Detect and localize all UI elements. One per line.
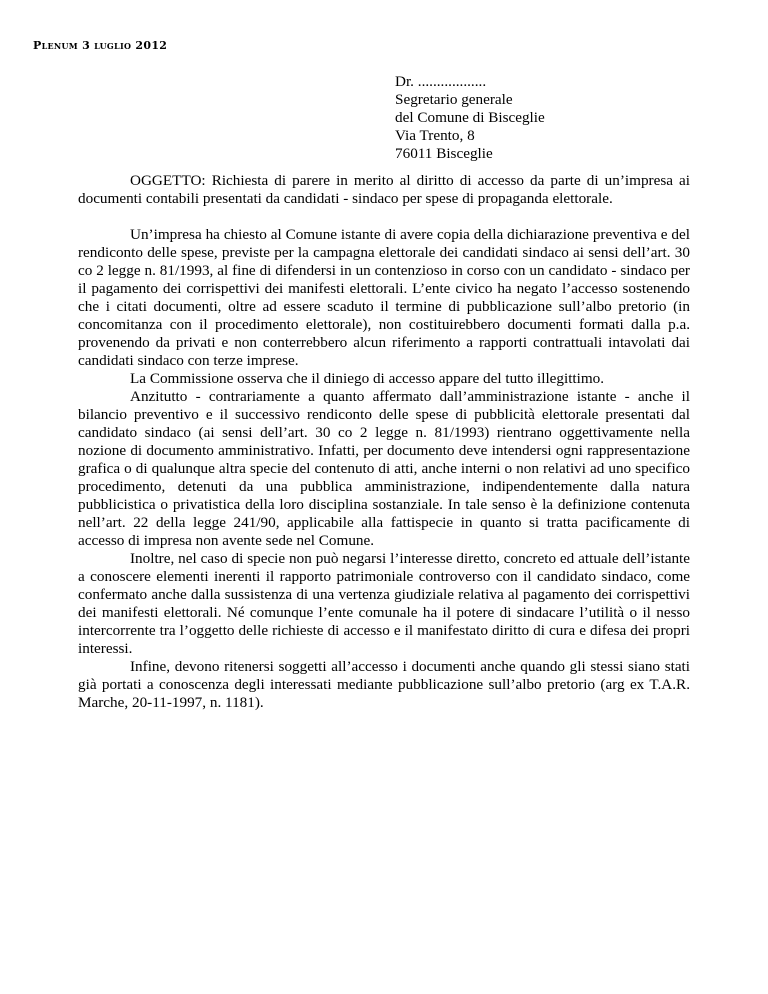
body-paragraph: Inoltre, nel caso di specie non può negarsi l’interesse diretto, concreto ed attuale dell’istante a conoscere elementi inerenti il rapporto patrimoniale controverso con il candidato sindaco, come confermato anche dalla sussistenza di una vertenza giudiziale relativa al pagamento dei corrispettivi dei manifesti elettorali. Né comunque l’ente comunale ha il potere di sindacare l’utilità o il nesso intercorrente tra l’oggetto delle richieste di accesso e il manifestato diritto di cura e difesa dei propri interessi. [78, 550, 690, 657]
address-line-role: Segretario generale [395, 91, 513, 108]
body-paragraph: La Commissione osserva che il diniego di accesso appare del tutto illegittimo. [130, 370, 605, 387]
body-paragraph: Un’impresa ha chiesto al Comune istante di avere copia della dichiarazione preventiva e del rendiconto delle spese, previste per la campagna elettorale dei candidati sindaco ai sensi dell’art. 30 co 2 legge n. 81/1993, al fine di difendersi in un contenzioso in corso con un candidato - sindaco per il pagamento dei corrispettivi dei manifesti elettorali. L’ente civico ha negato l’accesso sostenendo che i citati documenti, oltre ad essere scaduto il termine di pubblicazione sull’albo pretorio (in concomitanza con il procedimento elettorale), non costituirebbero documenti formati dalla p.a. provenendo da privati e non conterrebbero alcun riferimento a rapporti contrattuali intavolati dai candidati sindaco con terze imprese. [78, 226, 690, 369]
body-paragraph: Anzitutto - contrariamente a quanto affermato dall’amministrazione istante - anche il bilancio preventivo e il successivo rendiconto delle spese di pubblicità elettorale presentati dal candidato sindaco (ai sensi dell’art. 30 co 2 legge n. 81/1993) rientrano oggettivamente nella nozione di documento amministrativo. Infatti, per documento deve intendersi ogni rappresentazione grafica o di qualunque altra specie del contenuto di atti, anche interni o non relativi ad uno specifico procedimento, detenuti da una pubblica amministrazione, indipendentemente dalla natura pubblicistica o privatistica della loro disciplina sostanziale. In tale senso è la definizione contenuta nell’art. 22 della legge 241/90, applicabile alla fattispecie in quanto si tratta pacificamente di accesso di impresa non avente sede nel Comune. [78, 388, 690, 549]
address-line-city: 76011 Bisceglie [395, 145, 493, 162]
address-line-office: del Comune di Bisceglie [395, 109, 545, 126]
subject-paragraph: OGGETTO: Richiesta di parere in merito al diritto di accesso da parte di un’impresa ai documenti contabili presentati da candidati - sindaco per spese di propaganda elettorale. [78, 172, 690, 207]
document-body [78, 172, 690, 712]
address-line-street: Via Trento, 8 [395, 127, 475, 144]
address-line-recipient: Dr. .................. [395, 73, 487, 90]
page-header: Plenum 3 luglio 2012 [33, 39, 168, 52]
body-paragraph: Infine, devono ritenersi soggetti all’accesso i documenti anche quando gli stessi siano stati già portati a conoscenza degli interessati mediante pubblicazione sull’albo pretorio (arg ex T.A.R. Marche, 20-11-1997, n. 1181). [78, 658, 690, 711]
address-block [395, 73, 545, 163]
